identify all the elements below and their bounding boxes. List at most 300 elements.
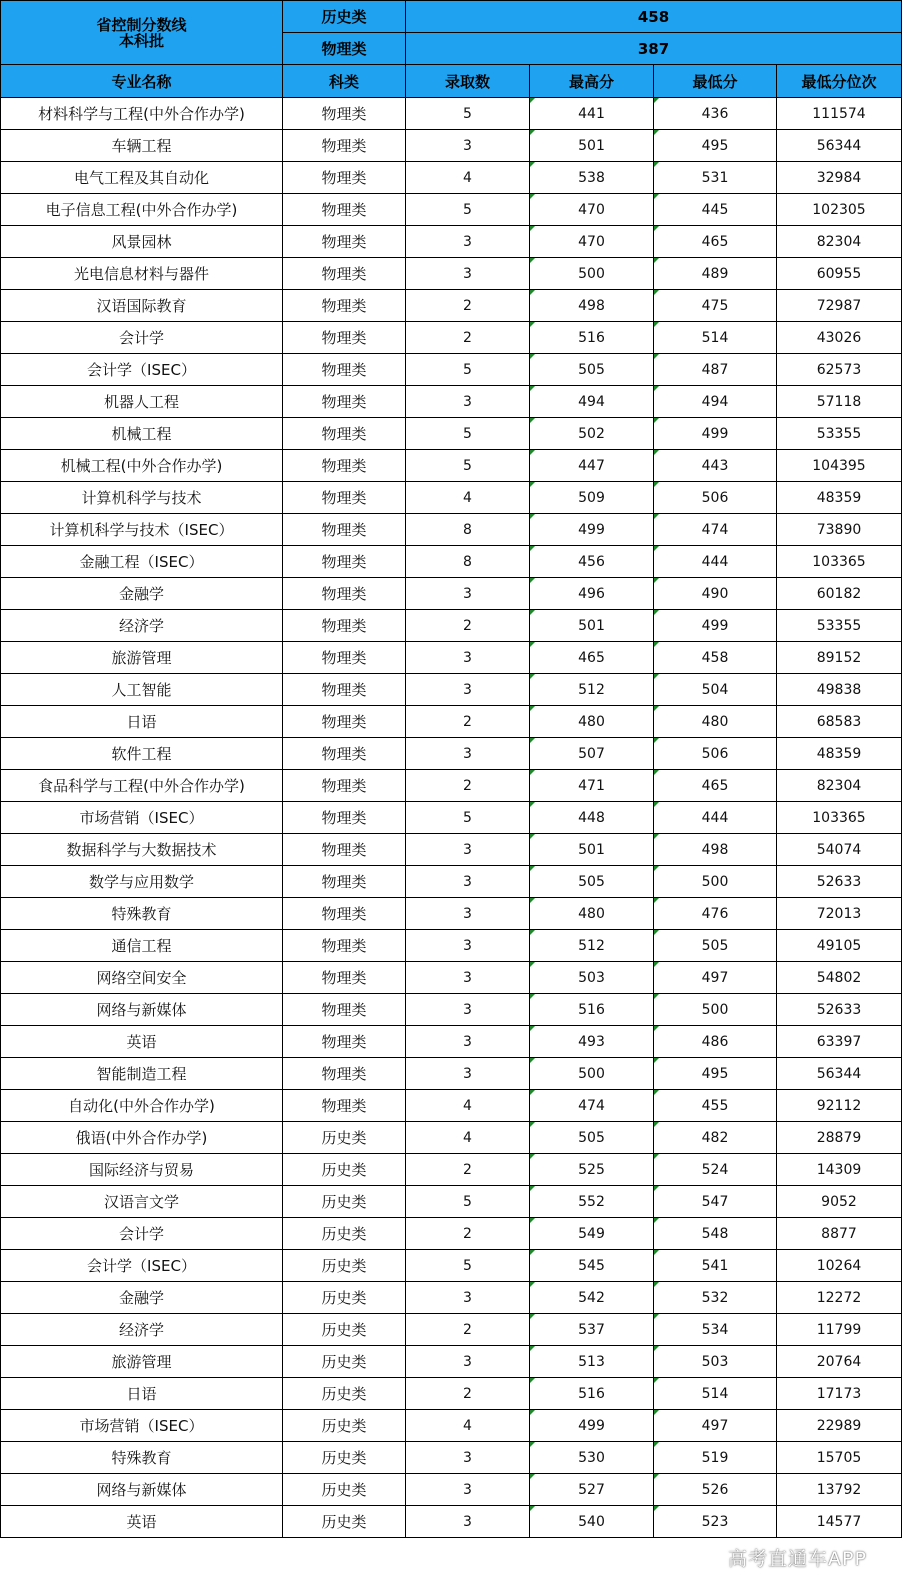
cell-category: 物理类 <box>283 994 406 1026</box>
column-header-min-score: 最低分 <box>654 65 777 98</box>
table-row <box>1 290 902 322</box>
table-row <box>1 258 902 290</box>
cell-major: 旅游管理 <box>1 642 283 674</box>
cell-min-rank: 68583 <box>777 706 902 738</box>
column-header-row <box>1 65 902 98</box>
cell-max-score: 470 <box>530 226 654 258</box>
cell-admitted: 3 <box>406 130 530 162</box>
cell-min-rank: 63397 <box>777 1026 902 1058</box>
cell-max-score: 537 <box>530 1314 654 1346</box>
cell-major: 日语 <box>1 1378 283 1410</box>
control-line-score-history: 458 <box>406 1 902 33</box>
cell-category: 物理类 <box>283 642 406 674</box>
cell-min-rank: 54802 <box>777 962 902 994</box>
cell-min-score: 505 <box>654 930 777 962</box>
cell-major: 光电信息材料与器件 <box>1 258 283 290</box>
cell-min-score: 494 <box>654 386 777 418</box>
cell-min-rank: 53355 <box>777 418 902 450</box>
cell-min-rank: 57118 <box>777 386 902 418</box>
cell-category: 历史类 <box>283 1442 406 1474</box>
control-line-score-physics: 387 <box>406 33 902 65</box>
cell-major: 网络与新媒体 <box>1 994 283 1026</box>
control-line-title-line2: 本科批 <box>118 31 164 50</box>
table-row <box>1 1154 902 1186</box>
cell-major: 自动化(中外合作办学) <box>1 1090 283 1122</box>
cell-max-score: 509 <box>530 482 654 514</box>
cell-admitted: 3 <box>406 1282 530 1314</box>
table-row <box>1 1186 902 1218</box>
cell-admitted: 3 <box>406 1506 530 1538</box>
cell-admitted: 5 <box>406 450 530 482</box>
cell-min-score: 480 <box>654 706 777 738</box>
cell-major: 机械工程(中外合作办学) <box>1 450 283 482</box>
table-row <box>1 1282 902 1314</box>
cell-major: 机器人工程 <box>1 386 283 418</box>
cell-admitted: 4 <box>406 1410 530 1442</box>
cell-max-score: 499 <box>530 1410 654 1442</box>
table-row <box>1 1026 902 1058</box>
table-row <box>1 1378 902 1410</box>
cell-admitted: 5 <box>406 194 530 226</box>
cell-max-score: 512 <box>530 930 654 962</box>
cell-min-rank: 82304 <box>777 770 902 802</box>
cell-major: 通信工程 <box>1 930 283 962</box>
cell-admitted: 4 <box>406 1090 530 1122</box>
cell-min-rank: 12272 <box>777 1282 902 1314</box>
cell-admitted: 4 <box>406 1122 530 1154</box>
cell-max-score: 527 <box>530 1474 654 1506</box>
table-row <box>1 1058 902 1090</box>
cell-major: 旅游管理 <box>1 1346 283 1378</box>
cell-min-rank: 56344 <box>777 1058 902 1090</box>
control-line-title-line1: 省控制分数线 <box>96 15 187 34</box>
cell-min-score: 524 <box>654 1154 777 1186</box>
cell-admitted: 2 <box>406 1378 530 1410</box>
cell-major: 软件工程 <box>1 738 283 770</box>
cell-min-score: 504 <box>654 674 777 706</box>
cell-major: 计算机科学与技术 <box>1 482 283 514</box>
cell-min-rank: 52633 <box>777 866 902 898</box>
cell-admitted: 8 <box>406 546 530 578</box>
cell-category: 物理类 <box>283 1090 406 1122</box>
table-row <box>1 770 902 802</box>
column-header-admitted: 录取数 <box>406 65 530 98</box>
cell-max-score: 441 <box>530 98 654 130</box>
cell-admitted: 2 <box>406 770 530 802</box>
cell-max-score: 493 <box>530 1026 654 1058</box>
cell-min-score: 534 <box>654 1314 777 1346</box>
cell-min-score: 465 <box>654 770 777 802</box>
cell-category: 历史类 <box>283 1122 406 1154</box>
cell-category: 物理类 <box>283 578 406 610</box>
cell-category: 历史类 <box>283 1474 406 1506</box>
cell-min-score: 499 <box>654 418 777 450</box>
table-row <box>1 450 902 482</box>
cell-admitted: 2 <box>406 1154 530 1186</box>
cell-min-score: 526 <box>654 1474 777 1506</box>
cell-major: 经济学 <box>1 1314 283 1346</box>
cell-admitted: 2 <box>406 290 530 322</box>
cell-major: 金融学 <box>1 578 283 610</box>
cell-min-rank: 48359 <box>777 482 902 514</box>
cell-major: 机械工程 <box>1 418 283 450</box>
cell-min-score: 465 <box>654 226 777 258</box>
cell-category: 物理类 <box>283 162 406 194</box>
cell-admitted: 3 <box>406 898 530 930</box>
cell-min-score: 482 <box>654 1122 777 1154</box>
cell-admitted: 3 <box>406 674 530 706</box>
cell-min-score: 514 <box>654 1378 777 1410</box>
control-line-category-history: 历史类 <box>283 1 406 33</box>
cell-admitted: 4 <box>406 482 530 514</box>
cell-min-rank: 32984 <box>777 162 902 194</box>
cell-category: 物理类 <box>283 802 406 834</box>
cell-min-score: 548 <box>654 1218 777 1250</box>
cell-category: 物理类 <box>283 1058 406 1090</box>
cell-max-score: 499 <box>530 514 654 546</box>
cell-category: 物理类 <box>283 866 406 898</box>
table-row <box>1 706 902 738</box>
cell-min-rank: 89152 <box>777 642 902 674</box>
cell-min-rank: 8877 <box>777 1218 902 1250</box>
cell-max-score: 545 <box>530 1250 654 1282</box>
cell-min-score: 514 <box>654 322 777 354</box>
cell-major: 风景园林 <box>1 226 283 258</box>
cell-max-score: 471 <box>530 770 654 802</box>
table-row <box>1 834 902 866</box>
cell-admitted: 3 <box>406 738 530 770</box>
cell-max-score: 505 <box>530 354 654 386</box>
cell-max-score: 500 <box>530 258 654 290</box>
cell-min-score: 497 <box>654 962 777 994</box>
table-row <box>1 226 902 258</box>
cell-max-score: 540 <box>530 1506 654 1538</box>
cell-max-score: 480 <box>530 898 654 930</box>
table-row <box>1 162 902 194</box>
cell-admitted: 5 <box>406 802 530 834</box>
cell-min-score: 497 <box>654 1410 777 1442</box>
cell-major: 国际经济与贸易 <box>1 1154 283 1186</box>
cell-category: 历史类 <box>283 1282 406 1314</box>
cell-admitted: 3 <box>406 1058 530 1090</box>
table-row <box>1 1250 902 1282</box>
column-header-major: 专业名称 <box>1 65 283 98</box>
cell-category: 物理类 <box>283 930 406 962</box>
cell-admitted: 5 <box>406 418 530 450</box>
table-row <box>1 1474 902 1506</box>
cell-major: 日语 <box>1 706 283 738</box>
cell-min-rank: 92112 <box>777 1090 902 1122</box>
cell-max-score: 501 <box>530 130 654 162</box>
cell-major: 俄语(中外合作办学) <box>1 1122 283 1154</box>
cell-min-score: 503 <box>654 1346 777 1378</box>
cell-min-score: 495 <box>654 1058 777 1090</box>
cell-min-score: 474 <box>654 514 777 546</box>
cell-min-score: 500 <box>654 994 777 1026</box>
cell-major: 网络与新媒体 <box>1 1474 283 1506</box>
cell-category: 物理类 <box>283 226 406 258</box>
cell-major: 汉语国际教育 <box>1 290 283 322</box>
table-row <box>1 1506 902 1538</box>
cell-category: 历史类 <box>283 1346 406 1378</box>
cell-min-score: 490 <box>654 578 777 610</box>
cell-category: 物理类 <box>283 450 406 482</box>
cell-min-rank: 11799 <box>777 1314 902 1346</box>
cell-min-score: 541 <box>654 1250 777 1282</box>
cell-max-score: 465 <box>530 642 654 674</box>
cell-category: 历史类 <box>283 1410 406 1442</box>
cell-admitted: 3 <box>406 866 530 898</box>
cell-admitted: 3 <box>406 962 530 994</box>
cell-min-score: 500 <box>654 866 777 898</box>
table-row <box>1 802 902 834</box>
cell-max-score: 530 <box>530 1442 654 1474</box>
cell-max-score: 516 <box>530 994 654 1026</box>
cell-admitted: 5 <box>406 98 530 130</box>
table-row <box>1 1346 902 1378</box>
cell-min-rank: 17173 <box>777 1378 902 1410</box>
cell-major: 会计学 <box>1 1218 283 1250</box>
cell-min-rank: 53355 <box>777 610 902 642</box>
cell-category: 物理类 <box>283 482 406 514</box>
cell-min-score: 444 <box>654 802 777 834</box>
cell-min-score: 499 <box>654 610 777 642</box>
cell-max-score: 501 <box>530 610 654 642</box>
cell-major: 会计学 <box>1 322 283 354</box>
table-row <box>1 1122 902 1154</box>
cell-admitted: 4 <box>406 162 530 194</box>
cell-max-score: 503 <box>530 962 654 994</box>
cell-major: 计算机科学与技术（ISEC） <box>1 514 283 546</box>
cell-category: 物理类 <box>283 738 406 770</box>
cell-max-score: 505 <box>530 1122 654 1154</box>
cell-max-score: 552 <box>530 1186 654 1218</box>
cell-min-rank: 13792 <box>777 1474 902 1506</box>
cell-max-score: 502 <box>530 418 654 450</box>
cell-min-score: 487 <box>654 354 777 386</box>
cell-admitted: 3 <box>406 1026 530 1058</box>
cell-major: 会计学（ISEC） <box>1 354 283 386</box>
cell-major: 智能制造工程 <box>1 1058 283 1090</box>
table-row <box>1 930 902 962</box>
cell-major: 市场营销（ISEC） <box>1 802 283 834</box>
cell-major: 车辆工程 <box>1 130 283 162</box>
cell-max-score: 480 <box>530 706 654 738</box>
cell-major: 材料科学与工程(中外合作办学) <box>1 98 283 130</box>
cell-min-rank: 49105 <box>777 930 902 962</box>
cell-major: 特殊教育 <box>1 898 283 930</box>
cell-category: 物理类 <box>283 610 406 642</box>
cell-min-score: 476 <box>654 898 777 930</box>
cell-max-score: 456 <box>530 546 654 578</box>
cell-min-rank: 10264 <box>777 1250 902 1282</box>
cell-min-score: 444 <box>654 546 777 578</box>
table-row <box>1 546 902 578</box>
cell-min-rank: 104395 <box>777 450 902 482</box>
cell-admitted: 3 <box>406 642 530 674</box>
cell-category: 物理类 <box>283 546 406 578</box>
cell-min-rank: 54074 <box>777 834 902 866</box>
table-row <box>1 482 902 514</box>
cell-min-rank: 14309 <box>777 1154 902 1186</box>
cell-min-rank: 60182 <box>777 578 902 610</box>
cell-min-score: 445 <box>654 194 777 226</box>
cell-category: 历史类 <box>283 1186 406 1218</box>
cell-major: 电子信息工程(中外合作办学) <box>1 194 283 226</box>
cell-max-score: 498 <box>530 290 654 322</box>
cell-min-score: 498 <box>654 834 777 866</box>
table-row <box>1 322 902 354</box>
cell-admitted: 2 <box>406 610 530 642</box>
cell-min-score: 458 <box>654 642 777 674</box>
cell-category: 物理类 <box>283 706 406 738</box>
table-row <box>1 194 902 226</box>
cell-admitted: 8 <box>406 514 530 546</box>
cell-min-score: 531 <box>654 162 777 194</box>
cell-max-score: 549 <box>530 1218 654 1250</box>
cell-major: 食品科学与工程(中外合作办学) <box>1 770 283 802</box>
cell-min-score: 455 <box>654 1090 777 1122</box>
cell-min-rank: 62573 <box>777 354 902 386</box>
cell-category: 物理类 <box>283 770 406 802</box>
cell-admitted: 5 <box>406 1186 530 1218</box>
cell-max-score: 525 <box>530 1154 654 1186</box>
cell-major: 金融学 <box>1 1282 283 1314</box>
cell-min-rank: 14577 <box>777 1506 902 1538</box>
cell-min-rank: 103365 <box>777 802 902 834</box>
cell-major: 英语 <box>1 1026 283 1058</box>
cell-major: 英语 <box>1 1506 283 1538</box>
cell-admitted: 3 <box>406 258 530 290</box>
cell-min-rank: 15705 <box>777 1442 902 1474</box>
cell-major: 经济学 <box>1 610 283 642</box>
cell-max-score: 500 <box>530 1058 654 1090</box>
cell-max-score: 470 <box>530 194 654 226</box>
cell-max-score: 505 <box>530 866 654 898</box>
cell-min-score: 475 <box>654 290 777 322</box>
table-row <box>1 1314 902 1346</box>
column-header-category: 科类 <box>283 65 406 98</box>
table-row <box>1 514 902 546</box>
cell-min-score: 532 <box>654 1282 777 1314</box>
cell-admitted: 3 <box>406 834 530 866</box>
cell-admitted: 3 <box>406 930 530 962</box>
cell-category: 历史类 <box>283 1506 406 1538</box>
cell-category: 历史类 <box>283 1314 406 1346</box>
cell-max-score: 494 <box>530 386 654 418</box>
cell-max-score: 474 <box>530 1090 654 1122</box>
cell-admitted: 2 <box>406 322 530 354</box>
table-row <box>1 578 902 610</box>
cell-admitted: 5 <box>406 354 530 386</box>
cell-min-score: 523 <box>654 1506 777 1538</box>
cell-min-score: 506 <box>654 738 777 770</box>
table-row <box>1 738 902 770</box>
cell-min-score: 519 <box>654 1442 777 1474</box>
cell-major: 金融工程（ISEC） <box>1 546 283 578</box>
control-line-title <box>1 1 283 65</box>
cell-category: 物理类 <box>283 354 406 386</box>
cell-category: 物理类 <box>283 130 406 162</box>
cell-category: 物理类 <box>283 418 406 450</box>
cell-category: 物理类 <box>283 290 406 322</box>
cell-max-score: 538 <box>530 162 654 194</box>
table-row <box>1 418 902 450</box>
cell-category: 历史类 <box>283 1250 406 1282</box>
cell-major: 网络空间安全 <box>1 962 283 994</box>
cell-max-score: 513 <box>530 1346 654 1378</box>
cell-major: 市场营销（ISEC） <box>1 1410 283 1442</box>
table-row <box>1 98 902 130</box>
table-row <box>1 898 902 930</box>
cell-category: 物理类 <box>283 898 406 930</box>
cell-min-rank: 60955 <box>777 258 902 290</box>
cell-admitted: 3 <box>406 1346 530 1378</box>
cell-category: 物理类 <box>283 674 406 706</box>
cell-min-rank: 73890 <box>777 514 902 546</box>
cell-max-score: 501 <box>530 834 654 866</box>
cell-major: 会计学（ISEC） <box>1 1250 283 1282</box>
cell-min-rank: 72013 <box>777 898 902 930</box>
table-row <box>1 1442 902 1474</box>
cell-min-rank: 82304 <box>777 226 902 258</box>
cell-admitted: 3 <box>406 1474 530 1506</box>
cell-min-rank: 28879 <box>777 1122 902 1154</box>
cell-max-score: 516 <box>530 322 654 354</box>
control-line-category-physics: 物理类 <box>283 33 406 65</box>
cell-category: 物理类 <box>283 258 406 290</box>
cell-category: 物理类 <box>283 1026 406 1058</box>
table-row <box>1 1410 902 1442</box>
cell-min-score: 506 <box>654 482 777 514</box>
cell-min-rank: 56344 <box>777 130 902 162</box>
cell-category: 物理类 <box>283 386 406 418</box>
cell-min-score: 486 <box>654 1026 777 1058</box>
cell-min-score: 436 <box>654 98 777 130</box>
cell-admitted: 3 <box>406 578 530 610</box>
table-row <box>1 354 902 386</box>
cell-min-rank: 20764 <box>777 1346 902 1378</box>
cell-major: 数学与应用数学 <box>1 866 283 898</box>
cell-max-score: 496 <box>530 578 654 610</box>
cell-major: 汉语言文学 <box>1 1186 283 1218</box>
cell-category: 物理类 <box>283 194 406 226</box>
cell-admitted: 5 <box>406 1250 530 1282</box>
cell-max-score: 448 <box>530 802 654 834</box>
cell-min-rank: 52633 <box>777 994 902 1026</box>
cell-min-score: 489 <box>654 258 777 290</box>
column-header-max-score: 最高分 <box>530 65 654 98</box>
cell-min-rank: 49838 <box>777 674 902 706</box>
cell-min-score: 547 <box>654 1186 777 1218</box>
cell-category: 物理类 <box>283 98 406 130</box>
cell-category: 物理类 <box>283 834 406 866</box>
cell-admitted: 2 <box>406 706 530 738</box>
cell-min-score: 495 <box>654 130 777 162</box>
cell-max-score: 516 <box>530 1378 654 1410</box>
cell-major: 人工智能 <box>1 674 283 706</box>
table-row <box>1 1218 902 1250</box>
cell-min-rank: 22989 <box>777 1410 902 1442</box>
table-row <box>1 1090 902 1122</box>
cell-major: 数据科学与大数据技术 <box>1 834 283 866</box>
cell-admitted: 3 <box>406 386 530 418</box>
table-row <box>1 962 902 994</box>
cell-admitted: 2 <box>406 1218 530 1250</box>
table-row <box>1 994 902 1026</box>
cell-admitted: 3 <box>406 994 530 1026</box>
cell-min-rank: 111574 <box>777 98 902 130</box>
